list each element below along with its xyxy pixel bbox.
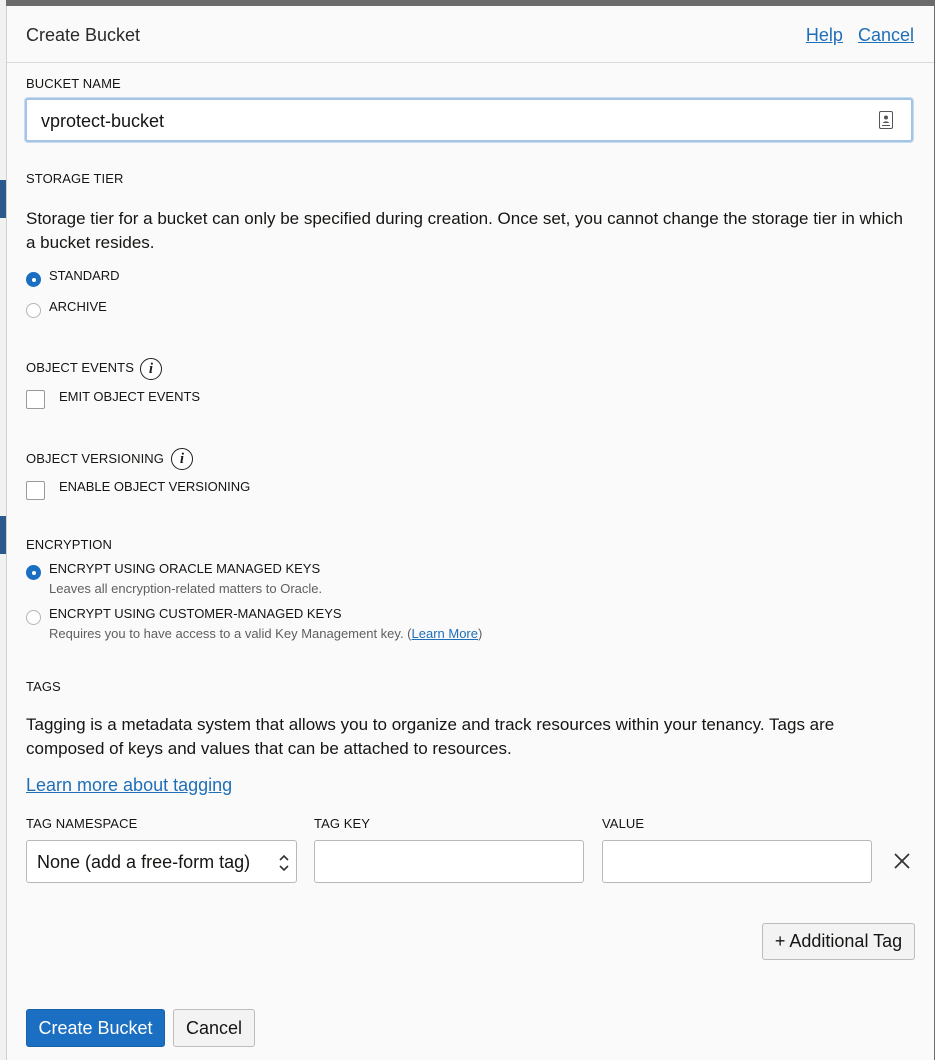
tag-key-label: TAG KEY xyxy=(314,816,371,831)
create-bucket-dialog xyxy=(6,6,934,1060)
customer-managed-keys-radio[interactable] xyxy=(26,610,41,625)
remove-tag-close-icon[interactable] xyxy=(892,851,912,871)
footer-cancel-button[interactable]: Cancel xyxy=(173,1009,255,1047)
storage-tier-description: Storage tier for a bucket can only be specified during creation. Once set, you cannot change the storage tier in which a bucket resides. xyxy=(26,209,903,252)
emit-object-events-checkbox[interactable] xyxy=(26,390,45,409)
dialog-title: Create Bucket xyxy=(26,25,141,45)
archive-radio[interactable] xyxy=(26,303,41,318)
oracle-managed-keys-label[interactable]: ENCRYPT USING ORACLE MANAGED KEYS xyxy=(49,561,321,576)
dialog-header xyxy=(7,6,934,63)
header-cancel-link[interactable]: Cancel xyxy=(857,25,914,45)
object-events-label: OBJECT EVENTS xyxy=(26,360,134,375)
bucket-name-input[interactable] xyxy=(39,108,863,134)
tag-key-input[interactable] xyxy=(314,840,584,883)
help-link[interactable]: Help xyxy=(805,25,843,45)
bucket-name-label: BUCKET NAME xyxy=(26,76,121,91)
contact-card-icon[interactable] xyxy=(879,111,893,129)
header-links xyxy=(796,25,914,46)
oracle-managed-keys-description: Leaves all encryption-related matters to Oracle. xyxy=(49,581,323,596)
select-arrows-icon xyxy=(278,853,290,873)
customer-keys-desc-text: Requires you to have access to a valid Key Management key. ( xyxy=(49,626,412,641)
customer-keys-desc-suffix: ) xyxy=(478,626,483,641)
customer-managed-keys-description xyxy=(49,626,482,641)
customer-managed-keys-label[interactable]: ENCRYPT USING CUSTOMER-MANAGED KEYS xyxy=(49,606,342,621)
object-events-info-icon[interactable]: i xyxy=(140,358,162,380)
archive-label[interactable]: ARCHIVE xyxy=(49,299,107,314)
learn-more-link[interactable]: Learn More xyxy=(411,626,478,641)
tags-description: Tagging is a metadata system that allows you to organize and track resources within your tenancy. Tags are composed of keys and values that can be attached to resources. xyxy=(26,715,835,758)
additional-tag-button[interactable]: + Additional Tag xyxy=(762,923,915,960)
oracle-managed-keys-radio[interactable] xyxy=(26,565,41,580)
enable-object-versioning-checkbox[interactable] xyxy=(26,481,45,500)
bucket-name-field[interactable] xyxy=(25,98,913,142)
tag-namespace-select[interactable] xyxy=(26,840,297,883)
tags-label: TAGS xyxy=(26,679,61,694)
create-bucket-button[interactable]: Create Bucket xyxy=(26,1009,165,1047)
tag-namespace-label: TAG NAMESPACE xyxy=(26,816,138,831)
tag-namespace-selected: None (add a free-form tag) xyxy=(37,852,251,872)
enable-object-versioning-label[interactable]: ENABLE OBJECT VERSIONING xyxy=(59,479,251,494)
encryption-label: ENCRYPTION xyxy=(26,537,112,552)
storage-tier-label: STORAGE TIER xyxy=(26,171,124,186)
object-versioning-info-icon[interactable]: i xyxy=(171,448,193,470)
emit-object-events-label[interactable]: EMIT OBJECT EVENTS xyxy=(59,389,201,404)
tag-value-input[interactable] xyxy=(602,840,872,883)
standard-label[interactable]: STANDARD xyxy=(49,268,120,283)
learn-more-tagging-link[interactable]: Learn more about tagging xyxy=(26,775,233,795)
tag-value-label: VALUE xyxy=(602,816,645,831)
standard-radio[interactable] xyxy=(26,272,41,287)
object-versioning-label: OBJECT VERSIONING xyxy=(26,451,164,466)
